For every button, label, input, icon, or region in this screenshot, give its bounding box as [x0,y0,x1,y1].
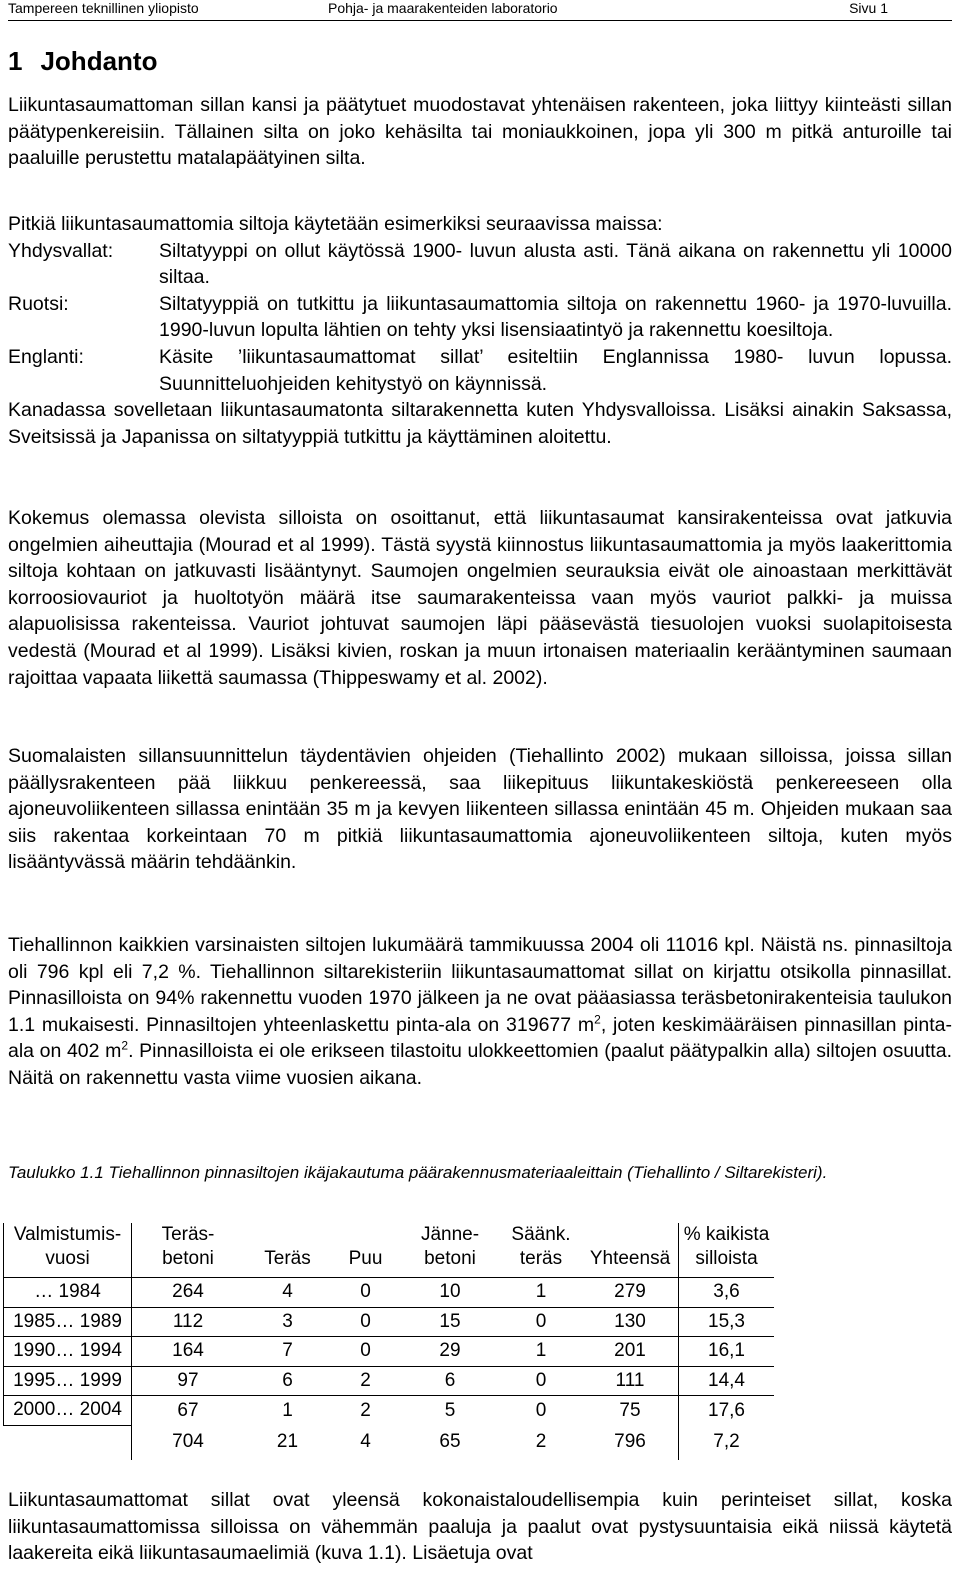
intro-block [8,92,952,172]
table-cell: 1 [500,1337,582,1367]
table-cell: 0 [331,1307,400,1337]
paragraph-statistics [8,932,952,1092]
table-cell: 704 [132,1425,245,1460]
table-cell: 97 [132,1366,245,1396]
table-cell: 264 [132,1278,245,1308]
table-cell: 6 [400,1366,500,1396]
table-cell: 7 [244,1337,331,1367]
table-cell: 111 [582,1366,679,1396]
table-cell: 130 [582,1307,679,1337]
paragraph-intro: Liikuntasaumattoman sillan kansi ja päätytuet muodostavat yhtenäisen rakenteen, joka liittyy kiinteästi sillan päätypenkereisiin. Tällainen silta on joko kehäsilta tai moniaukkoinen, jopa yli 300 m pitkä anturoille tai paaluille perustettu matalapäätyinen silta. [8,94,952,170]
guidelines-block [8,743,952,876]
country-text: Siltatyyppi on ollut käytössä 1900- luvun alusta asti. Tänä aikana on rakennettu yli 10000 siltaa. [159,239,952,289]
table-cell: 201 [582,1337,679,1367]
table-cell: 1 [500,1278,582,1308]
table-cell: 10 [400,1278,500,1308]
section-heading [8,44,157,78]
country-row [8,238,952,291]
table-cell: 15 [400,1307,500,1337]
table-row [4,1307,775,1337]
table-cell [4,1425,132,1460]
superscript-square: 2 [594,1012,601,1027]
table-cell: 7,2 [713,1431,740,1453]
header-laboratory: Pohja- ja maarakenteiden laboratorio [328,0,558,16]
table-cell: 1995… 1999 [4,1366,132,1396]
page-header [8,0,952,16]
col-header-prestressed-concrete: Jänne- betoni [420,1224,480,1269]
table-cell: 2 [535,1431,547,1453]
table-cell: 16,1 [679,1337,775,1367]
country-row [8,291,952,344]
header-institution: Tampereen teknillinen yliopisto [8,0,199,16]
table-cell: 164 [132,1337,245,1367]
material-age-table [3,1223,774,1460]
superscript-square: 2 [121,1038,129,1053]
country-name: Yhdysvallat: [8,239,114,262]
table-cell: 279 [582,1278,679,1308]
table-cell: 2 [331,1396,400,1426]
table-row [4,1366,775,1396]
table-cell: … 1984 [4,1278,132,1308]
table-totals-row [4,1425,775,1460]
table-cell: 1 [244,1396,331,1426]
table-cell: 2000… 2004 [4,1396,132,1426]
col-header-wood: Puu [348,1248,383,1269]
paragraph-other-countries: Kanadassa sovelletaan liikuntasaumatonta siltarakennetta kuten Yhdysvalloissa. Lisäksi ainakin Saksassa, Sveitsissä ja Japanissa on siltatyyppiä tutkittu ja käyttäminen aloitettu. [8,399,952,448]
col-header-reinforced-concrete: Teräs- betoni [161,1224,215,1269]
economy-block [8,1487,952,1567]
statistics-text-c: . Pinnasilloista ei ole erikseen tilastoitu ulokkeettomien (paalut päätypalkin alla) siltojen osuutta. Näitä on rakennettu vasta viime vuosien aikana. [8,1040,952,1089]
table-cell: 1985… 1989 [4,1307,132,1337]
table-cell: 0 [500,1307,582,1337]
table-cell: 17,6 [679,1396,775,1426]
table-row [4,1396,775,1426]
col-header-total: Yhteensä [582,1223,679,1278]
country-name: Englanti: [8,345,84,368]
table-cell: 21 [276,1431,299,1453]
table-cell: 67 [132,1396,245,1426]
paragraph-countries-intro: Pitkiä liikuntasaumattomia siltoja käytetään esimerkiksi seuraavissa maissa: [8,213,663,235]
col-header-year: Valmistumis- vuosi [4,1223,132,1278]
table-cell: 3 [244,1307,331,1337]
statistics-block [8,932,952,1092]
table-cell: 4 [360,1431,371,1453]
table-cell: 112 [132,1307,245,1337]
table-cell: 0 [331,1278,400,1308]
country-row [8,344,952,397]
table-cell: 5 [400,1396,500,1426]
paragraph-experience: Kokemus olemassa olevista silloista on osoittanut, että liikuntasaumat kansirakenteissa ovat jatkuvia ongelmien aiheuttajia (Mourad et al 1999). Tästä syystä kiinnostus liikuntasaumattomia ja myös laakerittomia siltoja kohtaan on jatkuvasti lisääntynyt. Saumojen ongelmien seurauksia eivät ole ainoastaan merkittävät korroosiovauriot ja huoltotyön määrä itse saumarakenteissa vaan myös vauriot palkki- ja muissa alapuolisissa rakenteissa. Vauriot johtuvat saumojen läpi pääsevästä tiesuolojen vuoksi suolapitoisesta vedestä (Mourad et al 1999). Lisäksi kivien, roskan ja muun irtonaisen materiaalin kerääntyminen saumaan rajoittaa vapaata liikettä saumassa (Thippeswamy et al. 2002). [8,507,952,689]
country-name: Ruotsi: [8,292,69,315]
country-text: Siltatyyppiä on tutkittu ja liikuntasaumattomia siltoja on rakennettu 1960- ja 1970-luvuilla. 1990-luvun lopulta lähtien on tehty yksi lisensiaatintyö ja rakennettu koesiltoja. [159,292,952,342]
countries-block [8,211,952,450]
table-cell: 0 [500,1396,582,1426]
section-number: 1 [8,46,23,76]
statistics-text-a: Tiehallinnon kaikkien varsinaisten siltojen lukumäärä tammikuussa 2004 oli 11016 kpl. Näistä ns. pinnasiltoja oli 796 kpl eli 7,2 %. Tiehallinnon siltarekisteriin liikuntasaumattomat sillat on kirjattu otsikolla pinnasillat. Pinnasilloista on 94% rakennettu vuoden 1970 jälkeen ja ne ovat pääasiassa teräsbetonirakenteisia taulukon 1.1 mukaisesti. Pinnasiltojen yhteenlaskettu pinta-ala on 319677 m [8,934,952,1036]
col-header-weathering-steel: Säänk. teräs [511,1224,571,1269]
table-cell: 29 [400,1337,500,1367]
col-header-steel: Teräs [264,1248,311,1269]
paragraph-economy: Liikuntasaumattomat sillat ovat yleensä kokonaistaloudellisempia kuin perinteiset sillat, koska liikuntasaumattomissa silloissa on vähemmän paaluja ja paalut ovat pystysuuntaisia eikä niissä käytetä laakereita eikä liikuntasaumaelimiä (kuva 1.1). Lisäetuja ovat [8,1489,952,1565]
experience-block [8,505,952,691]
header-page-number: Sivu 1 [849,0,888,16]
table-cell: 796 [582,1425,679,1460]
table-caption: Taulukko 1.1 Tiehallinnon pinnasiltojen ikäjakautuma päärakennusmateriaaleittain (Tiehallinto / Siltarekisteri). [8,1163,828,1182]
table-cell: 65 [439,1431,461,1453]
paragraph-guidelines: Suomalaisten sillansuunnittelun täydentävien ohjeiden (Tiehallinto 2002) mukaan silloissa, joissa sillan päällysrakenteen pää liikkuu penkereessä, saa liikepituus liikuntakeskiöstä penkereeseen olla ajoneuvoliikenteen sillassa enintään 35 m ja kevyen liikenteen sillassa enintään 45 m. Ohjeiden mukaan saa siis rakentaa korkeintaan 70 m pitkiä liikuntasaumattomia ajoneuvoliikenteen siltoja, kuten myös lisääntyvässä määrin tehdäänkin. [8,745,952,874]
table-header-row [4,1223,775,1278]
section-title: Johdanto [40,46,158,76]
header-rule [8,20,952,21]
table-cell: 1990… 1994 [4,1337,132,1367]
statistics-text-b: , joten keskimääräisen pinnasillan pinta-ala on 402 m [8,1013,952,1063]
country-text: Käsite ’liikuntasaumattomat sillat’ esiteltiin Englannissa 1980- luvun lopussa. Suunnitteluohjeiden kehitystyö on käynnissä. [159,345,952,395]
table-row [4,1337,775,1367]
table-cell: 6 [244,1366,331,1396]
table-row [4,1278,775,1308]
table-cell: 14,4 [679,1366,775,1396]
table-cell: 75 [582,1396,679,1426]
table-cell: 15,3 [679,1307,775,1337]
col-header-percent: % kaikista silloista [683,1224,770,1269]
table-cell: 2 [331,1366,400,1396]
table-cell: 4 [244,1278,331,1308]
table-cell: 0 [500,1366,582,1396]
table-cell: 3,6 [679,1278,775,1308]
table-cell: 0 [331,1337,400,1367]
